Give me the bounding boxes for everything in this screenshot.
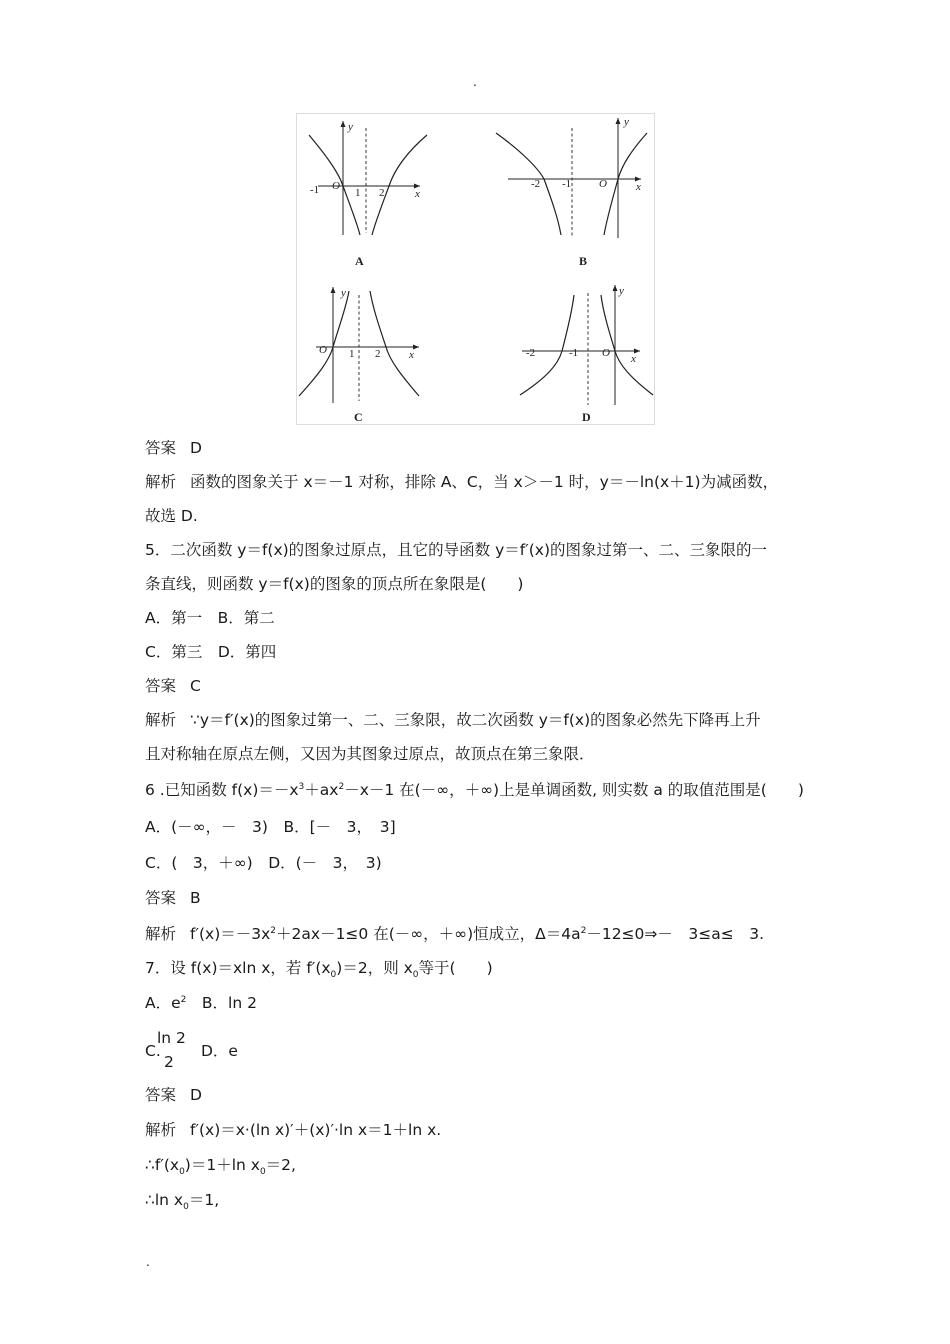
panel-d-y-label: y [619, 285, 624, 297]
panel-a [309, 121, 427, 268]
panel-b-origin: O [599, 178, 607, 190]
panel-c-x-label: x [409, 349, 414, 361]
answer-7-value: D [190, 1086, 202, 1104]
panel-a-label: A [355, 254, 364, 268]
answer-5-value: C [190, 677, 201, 695]
explanation-5-line2: 且对称轴在原点左侧，又因为其图象过原点，故顶点在第三象限． [145, 745, 595, 763]
answer-7: 答案 D [145, 1086, 202, 1104]
panel-a-tick-neg1: -1 [310, 184, 320, 196]
question-5-line1: 5．二次函数 y＝f(x)的图象过原点，且它的导函数 y＝f′(x)的图象过第一、二、三象限的一 [145, 541, 768, 559]
panel-d-label: D [582, 410, 591, 424]
question-7-option-c-label: C. [145, 1042, 161, 1060]
question-5-line2: 条直线，则函数 y＝f(x)的图象的顶点所在象限是( ) [145, 575, 524, 593]
header-dot: . [473, 75, 477, 89]
explanation-label: 解析 [145, 473, 177, 491]
answer-6: 答案 B [145, 889, 201, 907]
explanation-7-line1: 解析 f′(x)＝x·(ln x)′＋(x)′·ln x＝1＋ln x. [145, 1121, 442, 1139]
explanation-4-line2: 故选 D. [145, 507, 198, 525]
panel-b-x-label: x [636, 181, 641, 193]
panel-c-y-label: y [341, 287, 346, 299]
answer-label: 答案 [145, 439, 177, 457]
explanation-6: 解析 $f'(x)=-3x^2+2ax-1\le 0$ 在(－∞，＋∞)恒成立，$\Delta=4a^2-12\le 0\Rightarrow-$ 3≤a≤ 3. [145, 925, 765, 943]
panel-c-tick-1: 1 [349, 348, 355, 360]
panel-d-curve-left [520, 295, 574, 395]
question-7-option-d: D．e [201, 1042, 238, 1060]
question-6-options-ab: A．(－∞，－ 3) B．[－ 3， 3] [145, 818, 396, 836]
explanation-5-line1: 解析 ∵y＝f′(x)的图象过第一、二、三象限，故二次函数 y＝f(x)的图象必然先下降再上升 [145, 711, 761, 729]
question-5-options-cd: C．第三 D．第四 [145, 643, 277, 661]
answer-5: 答案 C [145, 677, 201, 695]
panel-b-tick-neg2: -2 [531, 178, 541, 190]
figure-border [297, 114, 655, 425]
panel-a-y-label: y [348, 121, 353, 133]
panel-d [520, 285, 653, 424]
question-7: 7．设 f(x)＝xln x，若 $f'(x_0)=2$，则 $x_0$等于( ) [145, 959, 493, 980]
explanation-7-line2: $\therefore f'(x_0)=1+\ln$ $x_0=2$, [145, 1156, 296, 1177]
footer-dot: . [146, 1255, 150, 1269]
panel-c [299, 287, 419, 424]
question-7-options-ab: A．$e^2$ B．ln 2 [145, 994, 257, 1012]
panel-c-curve-right [370, 291, 419, 396]
graph-figure [296, 113, 655, 425]
answer-4-value: D [190, 439, 202, 457]
panel-a-tick-1: 1 [355, 187, 361, 199]
question-6-options-cd: C．( 3，＋∞) D．(－ 3， 3) [145, 854, 382, 872]
panel-a-origin: O [332, 180, 340, 192]
panel-d-curve-right [601, 295, 653, 395]
panel-c-label: C [354, 410, 363, 424]
panel-a-x-label: x [415, 188, 420, 200]
panel-b-tick-neg1: -1 [562, 178, 572, 190]
panel-b-label: B [579, 254, 588, 268]
panel-d-x-label: x [631, 353, 636, 365]
answer-4 [145, 438, 202, 458]
panel-b-y-label: y [624, 116, 629, 128]
explanation-7-line3: ∴ln $x_0=1$, [145, 1191, 220, 1212]
answer-6-value: B [190, 889, 201, 907]
panel-b-curve-left [496, 133, 561, 235]
question-7-option-c-numerator: ln 2 [157, 1029, 186, 1047]
question-7-option-c-denominator: 2 [164, 1053, 174, 1071]
panel-a-curve-right [372, 135, 427, 235]
panel-b [496, 116, 647, 268]
question-6: 6 .已知函数 $f(x)=-x^3+ax^2-x-1$ 在(－∞，＋∞)上是单调函数, 则实数 a 的取值范围是( ) [145, 781, 804, 799]
panel-c-tick-2: 2 [375, 348, 381, 360]
explanation-4-line1: 解析 函数的图象关于 x＝－1 对称，排除 A、C，当 x＞－1 时，y＝－ln(x＋1)为减函数， [145, 473, 779, 491]
panel-d-origin: O [602, 347, 610, 359]
panel-a-tick-2: 2 [379, 187, 385, 199]
panel-c-origin: O [319, 344, 327, 356]
question-5-options-ab: A．第一 B．第二 [145, 609, 275, 627]
panel-d-tick-neg1: -1 [569, 347, 579, 359]
panel-d-tick-neg2: -2 [526, 347, 536, 359]
